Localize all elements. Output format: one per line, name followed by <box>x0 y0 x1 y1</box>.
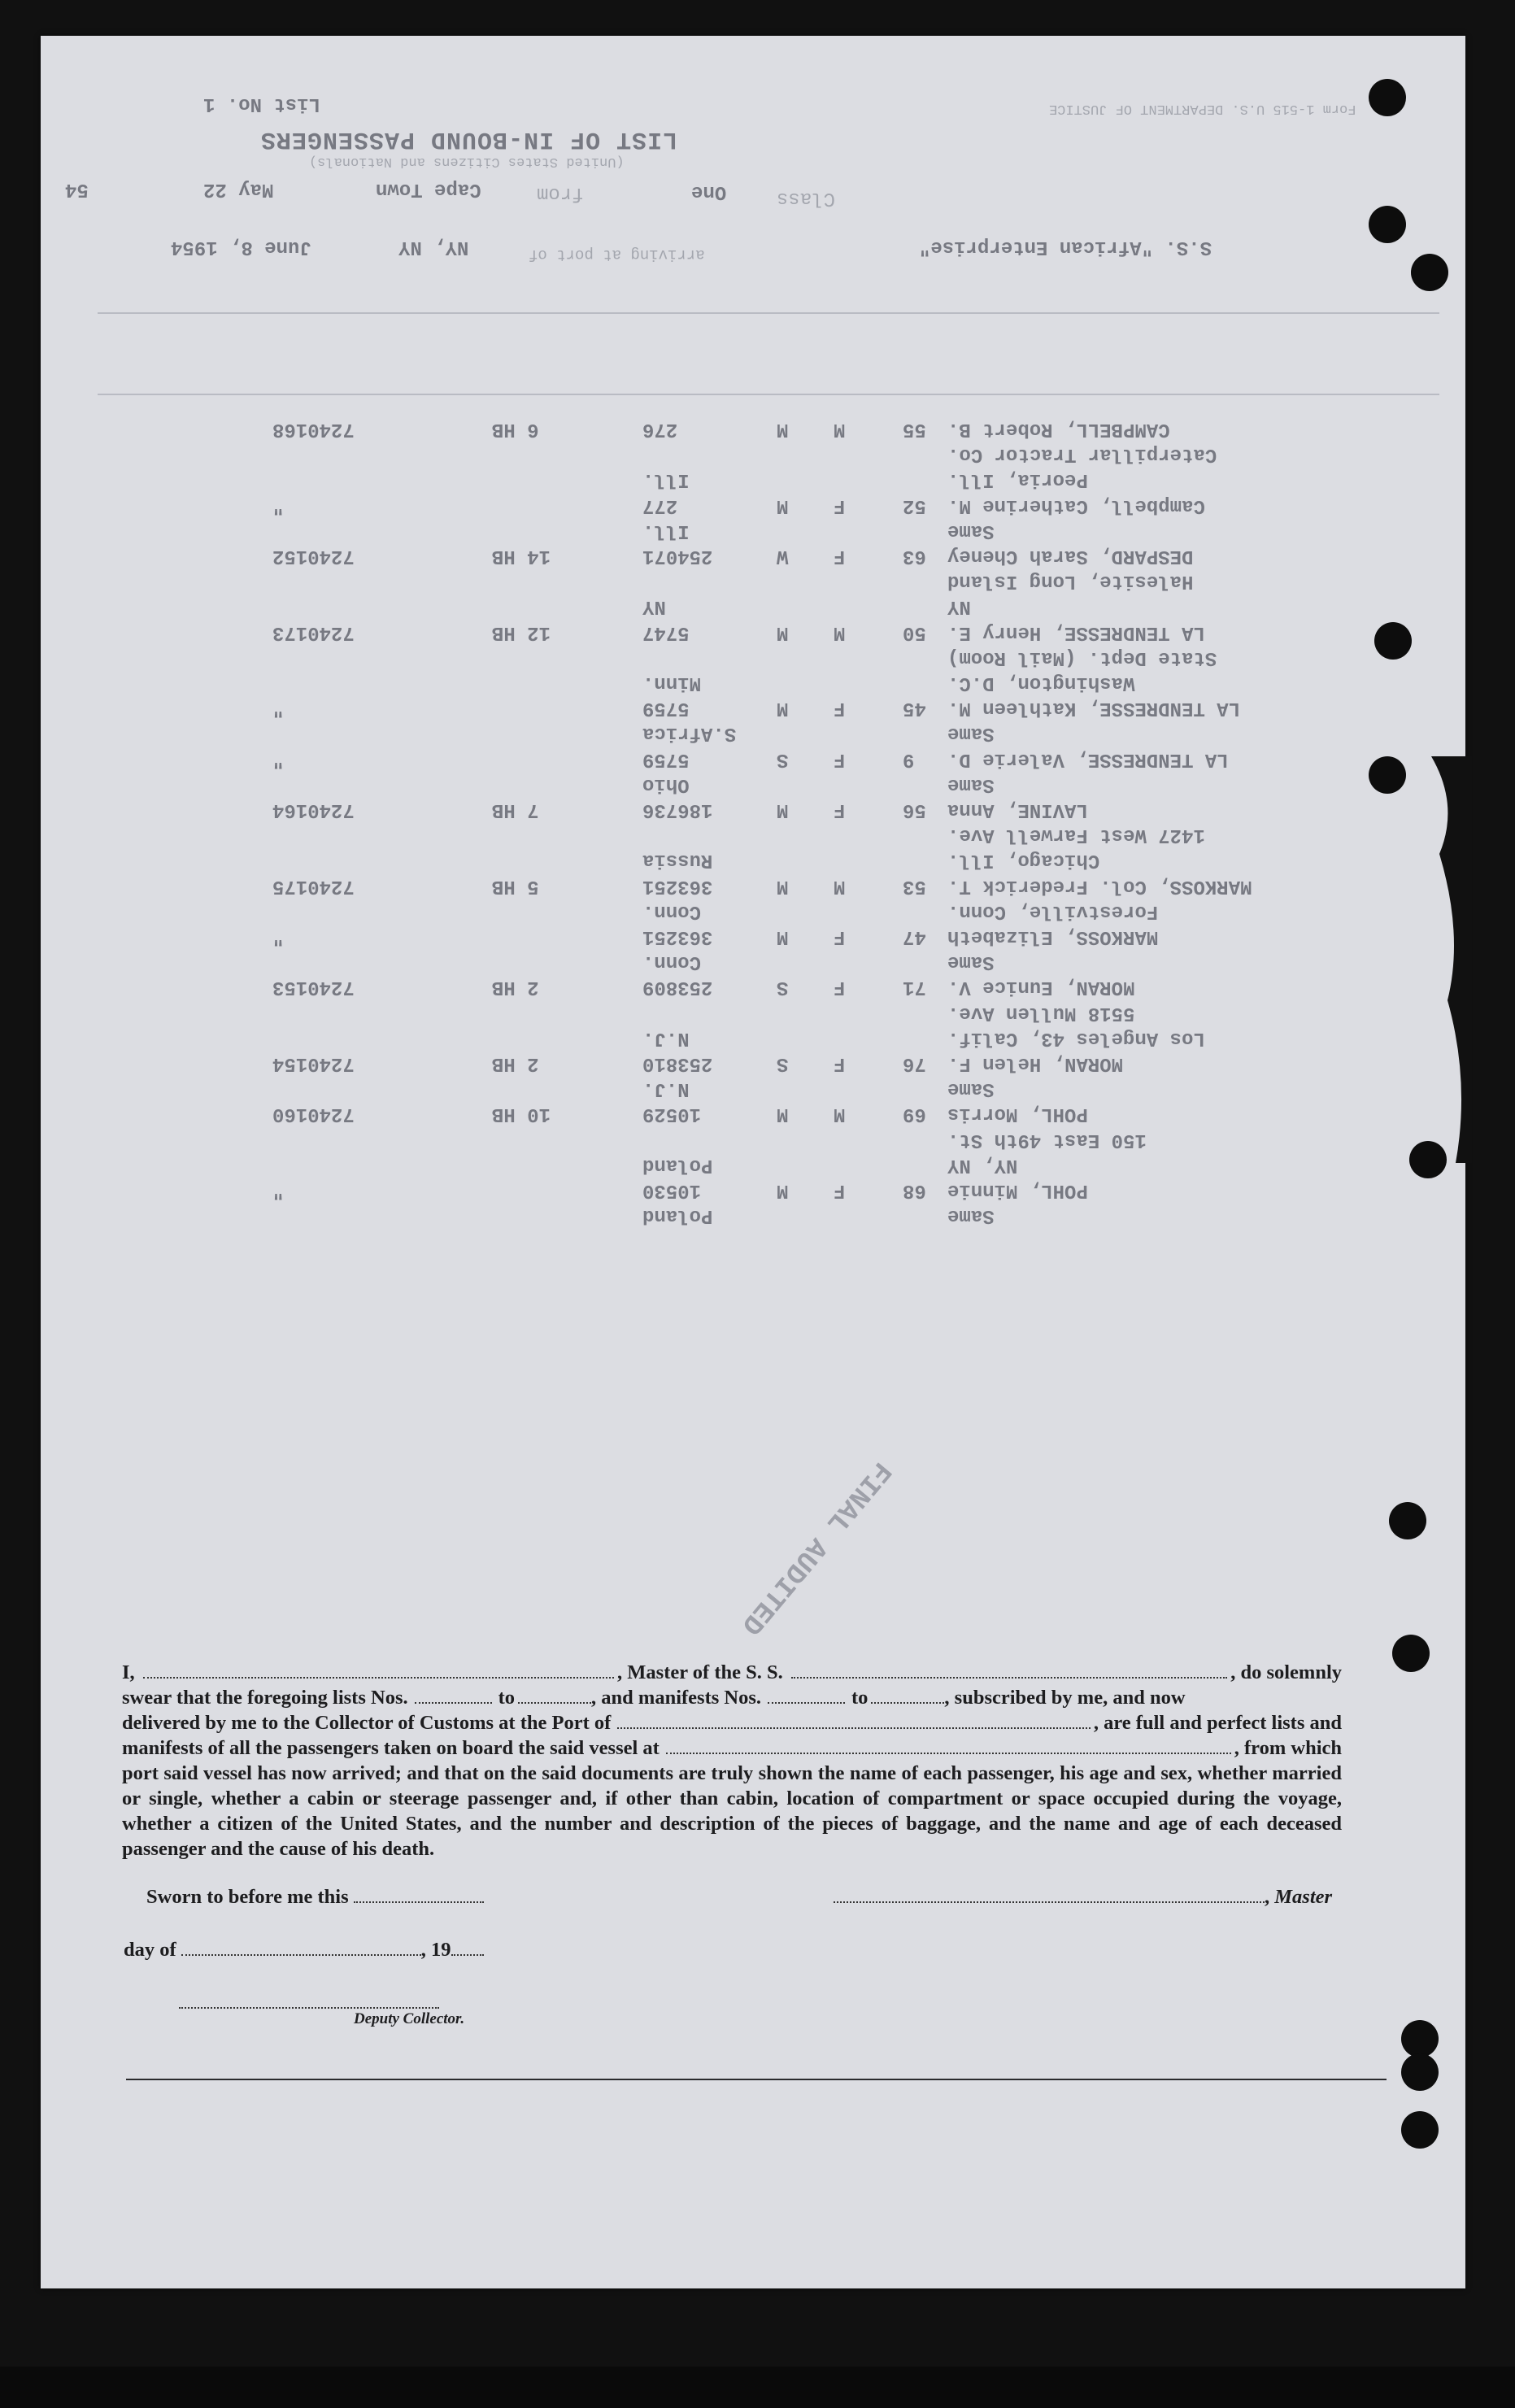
bottom-rule <box>126 2079 1387 2080</box>
cell-cert: 253810 <box>642 1052 713 1074</box>
cell-age: 63 <box>903 545 926 567</box>
cell-name: 1427 West Farwell Ave. <box>947 824 1205 847</box>
cell-name: NY, NY <box>947 1153 1018 1176</box>
cell-ticket: " <box>272 697 285 720</box>
cell-cert: S.Africa <box>642 722 737 745</box>
table-row <box>41 900 1465 925</box>
table-row <box>41 748 1465 773</box>
cell-name: MARKOSS, Elizabeth <box>947 925 1159 947</box>
cell-cert: N.J. <box>642 1026 690 1049</box>
cell-cert: 5759 <box>642 747 690 770</box>
class-label: Class <box>777 187 836 209</box>
cell-comp: 5 HB <box>492 874 539 897</box>
cell-name: Forestville, Conn. <box>947 899 1159 922</box>
cell-ticket: 7240175 <box>272 874 355 897</box>
arrival-date: June 8, 1954 <box>171 236 311 258</box>
deputy-collector-label: Deputy Collector. <box>354 2010 465 2027</box>
cell-comp: 6 HB <box>492 418 539 440</box>
cell-name: Caterpillar Tractor Co. <box>947 443 1217 466</box>
binder-hole <box>1369 206 1406 243</box>
cell-cert: 276 <box>642 418 678 440</box>
cell-name: Same <box>947 519 995 542</box>
table-row <box>41 925 1465 951</box>
cell-age: 47 <box>903 925 926 947</box>
cell-ticket: 7240152 <box>272 545 355 567</box>
cell-comp: 14 HB <box>492 545 551 567</box>
sworn-line: Sworn to before me this <box>146 1886 484 1909</box>
column-header-rule <box>98 312 1439 314</box>
oath-line-2: swear that the foregoing lists Nos. to , and manifests Nos. to , subscribed by me, and now <box>122 1687 1186 1709</box>
cell-age: 53 <box>903 874 926 897</box>
table-row <box>41 443 1465 468</box>
cell-cert: Russia <box>642 849 713 872</box>
cell-name: LA TENDRESSE, Valerie D. <box>947 747 1229 770</box>
table-row <box>41 1129 1465 1154</box>
cell-cert: 10530 <box>642 1179 702 1201</box>
binder-hole <box>1411 254 1448 291</box>
cell-name: Washington, D.C. <box>947 672 1135 694</box>
table-row <box>41 545 1465 570</box>
cell-cert: Minn. <box>642 672 702 694</box>
table-row <box>41 468 1465 494</box>
cell-sex: F <box>834 1052 846 1074</box>
cell-name: NY <box>947 595 971 618</box>
cell-ms: M <box>777 1179 789 1201</box>
table-row <box>41 1103 1465 1128</box>
binder-hole <box>1374 622 1412 660</box>
cell-sex: F <box>834 976 846 999</box>
cell-cert: Conn. <box>642 899 702 922</box>
table-row <box>41 1002 1465 1027</box>
oath-paragraph <box>122 1660 1342 1862</box>
cell-name: LAVINE, Anna <box>947 799 1088 821</box>
binder-hole <box>1392 1635 1430 1672</box>
cell-ms: W <box>777 545 789 567</box>
cell-age: 69 <box>903 1103 926 1126</box>
cell-name: Same <box>947 951 995 973</box>
manifest-sheet <box>41 36 1465 2288</box>
binder-hole <box>1401 2020 1439 2057</box>
torn-edge <box>1382 756 1472 1163</box>
from-label: from <box>537 182 584 204</box>
cell-comp: 2 HB <box>492 1052 539 1074</box>
table-row <box>41 875 1465 900</box>
cell-age: 71 <box>903 976 926 999</box>
cell-name: 150 East 49th St. <box>947 1128 1147 1151</box>
cell-ms: M <box>777 799 789 821</box>
page-number: 54 <box>65 178 89 200</box>
cell-name: DESPARD, Sarah Cheney <box>947 545 1194 567</box>
cell-sex: M <box>834 621 846 643</box>
table-row <box>41 773 1465 799</box>
day-of-line: day of , 19 <box>124 1939 484 1962</box>
scanner-bottom-band <box>0 2367 1515 2408</box>
cell-cert: NY <box>642 595 666 618</box>
oath-line-3: delivered by me to the Collector of Customs at the Port of , are full and perfect lists and <box>122 1712 1342 1734</box>
table-row <box>41 1027 1465 1052</box>
cell-sex: F <box>834 545 846 567</box>
cell-cert: Ill. <box>642 519 690 542</box>
binder-hole <box>1369 79 1406 116</box>
cell-ticket: 7240154 <box>272 1052 355 1074</box>
table-row <box>41 697 1465 722</box>
cell-name: LA TENDRESSE, Kathleen M. <box>947 697 1241 720</box>
table-row <box>41 976 1465 1001</box>
cell-name: 5518 Mullen Ave. <box>947 1001 1135 1024</box>
cell-sex: F <box>834 925 846 947</box>
cell-age: 9 <box>903 747 915 770</box>
cell-sex: F <box>834 1179 846 1201</box>
arriving-label: arriving at port of <box>529 246 705 263</box>
cell-name: Same <box>947 722 995 745</box>
cell-name: Same <box>947 773 995 795</box>
cell-sex: F <box>834 799 846 821</box>
cell-ticket: " <box>272 494 285 516</box>
cell-ticket: " <box>272 925 285 947</box>
master-signature-line: , Master <box>834 1886 1332 1909</box>
oath-line-4: manifests of all the passengers taken on board the said vessel at , from which <box>122 1737 1342 1759</box>
cell-name: MORAN, Eunice V. <box>947 976 1135 999</box>
table-row <box>41 520 1465 545</box>
cell-name: State Dept. (Mail Room) <box>947 646 1217 668</box>
cell-cert: Poland <box>642 1153 713 1176</box>
cell-age: 50 <box>903 621 926 643</box>
cell-name: Same <box>947 1204 995 1227</box>
cell-name: POHL, Morris <box>947 1103 1088 1126</box>
cell-name: Campbell, Catherine M. <box>947 494 1205 516</box>
table-row <box>41 1052 1465 1078</box>
cell-age: 56 <box>903 799 926 821</box>
cell-cert: 253809 <box>642 976 713 999</box>
table-row <box>41 418 1465 443</box>
cell-ticket: 7240164 <box>272 799 355 821</box>
table-row <box>41 494 1465 520</box>
cell-cert: Ill. <box>642 468 690 491</box>
cell-ms: M <box>777 494 789 516</box>
cell-name: CAMPBELL, Robert B. <box>947 418 1170 440</box>
table-row <box>41 1154 1465 1179</box>
column-header-rule-bottom <box>98 394 1439 395</box>
cell-ms: M <box>777 1103 789 1126</box>
ship-name: S.S. "African Enterprise" <box>919 236 1212 258</box>
class-value: One <box>691 181 727 202</box>
cell-comp: 7 HB <box>492 799 539 821</box>
cell-sex: M <box>834 1103 846 1126</box>
cell-comp: 10 HB <box>492 1103 551 1126</box>
cell-cert: 363251 <box>642 925 713 947</box>
cell-ms: S <box>777 1052 789 1074</box>
date-from: May 22 <box>203 178 274 200</box>
table-row <box>41 621 1465 647</box>
table-row <box>41 672 1465 697</box>
table-row <box>41 1204 1465 1230</box>
cell-name: Chicago, Ill. <box>947 849 1100 872</box>
cell-cert: Poland <box>642 1204 713 1227</box>
cell-age: 76 <box>903 1052 926 1074</box>
cell-ticket: 7240168 <box>272 418 355 440</box>
oath-line-1: I, , Master of the S. S. , do solemnly <box>122 1661 1342 1683</box>
cell-ms: M <box>777 418 789 440</box>
cell-sex: F <box>834 494 846 516</box>
cell-age: 55 <box>903 418 926 440</box>
oath-body: port said vessel has now arrived; and that on the said documents are truly shown the name of each passenger, his age and sex, whether married or single, whether a cabin or steerage passenger and, if other than cabin, location of compartment or space occupied during the voyage, whether a citizen of the United States, and the number and description of the pieces of baggage, and the name and age of each deceased passenger and the cause of his death. <box>122 1762 1342 1860</box>
cell-cert: 10529 <box>642 1103 702 1126</box>
cell-ms: S <box>777 976 789 999</box>
table-row <box>41 570 1465 595</box>
binder-hole <box>1389 1502 1426 1539</box>
cell-ms: M <box>777 925 789 947</box>
cell-name: Halesite, Long Island <box>947 570 1194 593</box>
table-row <box>41 849 1465 874</box>
cell-cert: 186736 <box>642 799 713 821</box>
audit-stamp: FINAL AUDITED <box>734 1455 897 1640</box>
cell-ticket: " <box>272 1179 285 1201</box>
cell-name: POHL, Minnie <box>947 1179 1088 1201</box>
cell-cert: 363251 <box>642 874 713 897</box>
list-no: List No. 1 <box>203 93 321 115</box>
arrival-port: NY, NY <box>398 236 469 258</box>
cell-cert: Conn. <box>642 951 702 973</box>
cell-sex: M <box>834 874 846 897</box>
cell-age: 45 <box>903 697 926 720</box>
cell-ticket: " <box>272 747 285 770</box>
table-row <box>41 595 1465 621</box>
cell-sex: F <box>834 697 846 720</box>
table-row <box>41 647 1465 672</box>
table-row <box>41 824 1465 849</box>
cell-comp: 12 HB <box>492 621 551 643</box>
binder-hole <box>1401 2053 1439 2091</box>
cell-age: 68 <box>903 1179 926 1201</box>
cell-ticket: 7240173 <box>272 621 355 643</box>
cell-sex: F <box>834 747 846 770</box>
cell-cert: N.J. <box>642 1078 690 1100</box>
cell-ticket: 7240160 <box>272 1103 355 1126</box>
cell-cert: 254071 <box>642 545 713 567</box>
cell-ms: M <box>777 621 789 643</box>
cell-name: Same <box>947 1078 995 1100</box>
cell-ms: M <box>777 874 789 897</box>
cell-name: MARKOSS, Col. Frederick T. <box>947 874 1252 897</box>
cell-name: Peoria, Ill. <box>947 468 1088 491</box>
cell-sex: M <box>834 418 846 440</box>
cell-ms: M <box>777 697 789 720</box>
cell-age: 52 <box>903 494 926 516</box>
table-row <box>41 722 1465 747</box>
form-text: Form 1-515 U.S. DEPARTMENT OF JUSTICE <box>1049 101 1356 116</box>
cell-name: MORAN, Helen F. <box>947 1052 1124 1074</box>
deputy-signature-line <box>179 2005 439 2009</box>
binder-hole <box>1401 2111 1439 2149</box>
list-subtitle: (United States Citizens and Nationals) <box>309 154 625 169</box>
cell-comp: 2 HB <box>492 976 539 999</box>
table-row <box>41 1078 1465 1103</box>
cell-cert: 5747 <box>642 621 690 643</box>
list-title: LIST OF IN-BOUND PASSENGERS <box>260 125 678 153</box>
cell-cert: Ohio <box>642 773 690 795</box>
cell-name: Los Angeles 43, Calif. <box>947 1026 1205 1049</box>
table-row <box>41 951 1465 976</box>
table-row <box>41 1179 1465 1204</box>
from-port: Cape Town <box>376 178 481 200</box>
cell-ticket: 7240153 <box>272 976 355 999</box>
cell-cert: 5759 <box>642 697 690 720</box>
table-row <box>41 799 1465 824</box>
cell-name: LA TENDRESSE, Henry E. <box>947 621 1205 643</box>
cell-ms: S <box>777 747 789 770</box>
cell-cert: 277 <box>642 494 678 516</box>
